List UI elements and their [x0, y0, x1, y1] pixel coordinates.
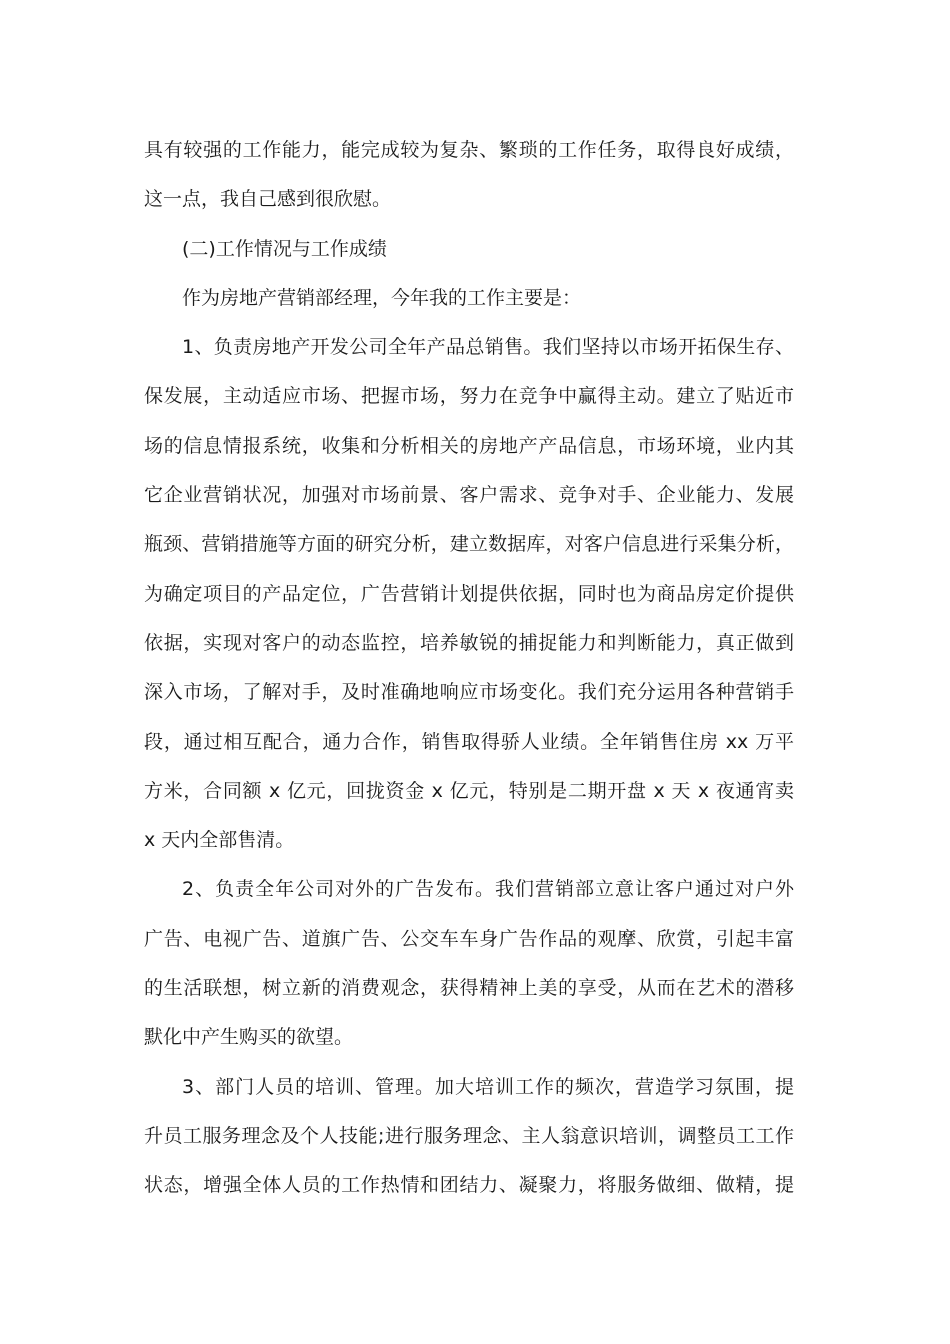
text-line: 广告、电视广告、道旗广告、公交车车身广告作品的观摩、欣赏，引起丰富 — [144, 927, 794, 950]
text-line: 瓶颈、营销措施等方面的研究分析，建立数据库，对客户信息进行采集分析， — [144, 533, 794, 556]
text-line: 为确定项目的产品定位，广告营销计划提供依据，同时也为商品房定价提供 — [144, 582, 794, 605]
section-heading: (二)工作情况与工作成绩 — [182, 237, 387, 260]
text-line: 深入市场，了解对手，及时准确地响应市场变化。我们充分运用各种营销手 — [144, 681, 794, 704]
text-line: 状态，增强全体人员的工作热情和团结力、凝聚力，将服务做细、做精，提 — [144, 1174, 794, 1197]
text-line: 升员工服务理念及个人技能;进行服务理念、主人翁意识培训，调整员工工作 — [144, 1124, 794, 1147]
text-line: 具有较强的工作能力，能完成较为复杂、繁琐的工作任务，取得良好成绩， — [144, 139, 794, 161]
text-line: 它企业营销状况，加强对市场前景、客户需求、竞争对手、企业能力、发展 — [144, 484, 794, 507]
text-line: 方米，合同额 x 亿元，回拢资金 x 亿元，特别是二期开盘 x 天 x 夜通宵卖 — [144, 779, 794, 802]
document-body — [144, 126, 794, 1211]
list-item-3-line: 3、部门人员的培训、管理。加大培训工作的频次，营造学习氛围，提 — [182, 1075, 794, 1098]
list-item-1-line: 1、负责房地产开发公司全年产品总销售。我们坚持以市场开拓保生存、 — [182, 336, 794, 359]
text-line: 保发展，主动适应市场、把握市场，努力在竞争中赢得主动。建立了贴近市 — [144, 385, 794, 408]
text-line: 默化中产生购买的欲望。 — [144, 1026, 354, 1049]
text-line: 依据，实现对客户的动态监控，培养敏锐的捕捉能力和判断能力，真正做到 — [144, 631, 794, 654]
text-line: 的生活联想，树立新的消费观念，获得精神上美的享受，从而在艺术的潜移 — [144, 977, 794, 1000]
text-line: x 天内全部售清。 — [144, 829, 295, 852]
text-line: 场的信息情报系统，收集和分析相关的房地产产品信息，市场环境，业内其 — [144, 434, 794, 457]
list-item-2-line: 2、负责全年公司对外的广告发布。我们营销部立意让客户通过对户外 — [182, 878, 794, 901]
text-line: 段，通过相互配合，通力合作，销售取得骄人业绩。全年销售住房 xx 万平 — [144, 730, 794, 753]
text-line: 作为房地产营销部经理，今年我的工作主要是： — [182, 286, 582, 309]
text-line: 这一点，我自己感到很欣慰。 — [144, 188, 392, 211]
